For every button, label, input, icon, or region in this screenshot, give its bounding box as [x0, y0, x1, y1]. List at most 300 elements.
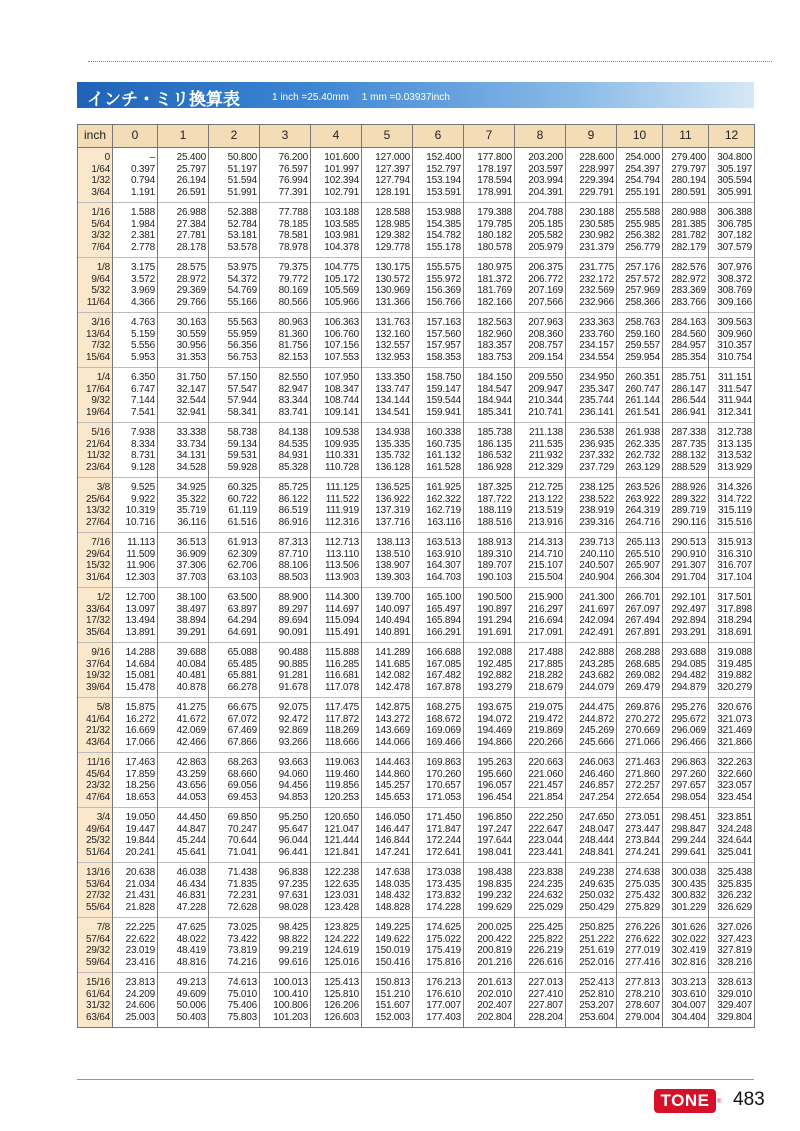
mm-value: 72.231 [227, 890, 257, 901]
mm-value: 191.691 [477, 626, 512, 638]
mm-value: 25.797 [176, 163, 206, 175]
mm-value: 52.388 [227, 207, 257, 218]
table-row-group [78, 533, 755, 588]
mm-value: 60.325 [227, 482, 257, 493]
mm-value-cell [663, 918, 709, 973]
mm-value: 46.831 [176, 890, 206, 901]
mm-value: 223.044 [528, 835, 563, 846]
mm-value: 274.638 [625, 867, 660, 878]
mm-value: 93.266 [278, 736, 308, 748]
mm-value: 68.660 [227, 768, 257, 780]
mm-value: 143.669 [375, 725, 410, 736]
mm-value: 99.219 [278, 945, 308, 956]
mm-value: 34.528 [176, 461, 206, 473]
mm-value: 293.291 [671, 626, 706, 638]
mm-value: 232.172 [579, 273, 614, 285]
mm-value: 5.953 [130, 351, 155, 363]
mm-value: 251.619 [579, 945, 614, 956]
mm-value: 208.360 [528, 328, 563, 340]
header-cell: 5 [362, 125, 413, 148]
mm-value-cell [709, 643, 755, 698]
mm-value-cell [566, 148, 617, 203]
mm-value-cell [617, 588, 663, 643]
inch-fraction: 55/64 [85, 901, 110, 913]
mm-value: 50.403 [176, 1011, 206, 1023]
mm-value: 248.047 [579, 823, 614, 835]
inch-fraction-cell [78, 423, 113, 478]
mm-value-cell [464, 148, 515, 203]
mm-value: 68.263 [227, 757, 257, 768]
mm-value: 194.469 [477, 725, 512, 736]
mm-value-cell [663, 973, 709, 1028]
mm-value: 128.588 [375, 207, 410, 218]
mm-value: 28.178 [176, 241, 206, 253]
mm-value: 166.688 [426, 647, 461, 658]
mm-value: 305.594 [717, 175, 752, 186]
mm-value: 107.553 [324, 351, 359, 363]
mm-value-cell [663, 533, 709, 588]
mm-value: 93.663 [278, 757, 308, 768]
mm-value: 200.819 [477, 945, 512, 956]
mm-value: 217.091 [528, 626, 563, 638]
mm-value: 203.597 [528, 163, 563, 175]
mm-value: 306.785 [717, 218, 752, 230]
mm-value: 115.094 [324, 615, 359, 626]
mm-value: 111.522 [325, 493, 359, 505]
mm-value: 25.003 [125, 1011, 155, 1023]
mm-value-cell [413, 753, 464, 808]
mm-value: 159.941 [426, 406, 461, 418]
mm-value: 149.622 [375, 933, 410, 945]
mm-value-cell [209, 918, 260, 973]
mm-value: 298.054 [671, 791, 706, 803]
mm-value: 19.844 [125, 835, 155, 846]
mm-value: 132.557 [375, 340, 410, 351]
mm-value: 54.769 [227, 285, 257, 296]
mm-value: 306.388 [717, 207, 752, 218]
mm-value: 327.423 [717, 933, 752, 945]
mm-value-cell [413, 368, 464, 423]
mm-value-cell [413, 588, 464, 643]
mm-value: 65.881 [227, 670, 257, 681]
mm-value: 261.541 [625, 406, 660, 418]
mm-value: 177.800 [477, 152, 512, 163]
mm-value-cell [260, 808, 311, 863]
mm-value: 248.444 [579, 835, 614, 846]
table-body [78, 148, 755, 1028]
mm-value: 254.000 [625, 152, 660, 163]
mm-value: 38.100 [176, 592, 206, 603]
mm-value-cell [158, 808, 209, 863]
table-row-group [78, 918, 755, 973]
inch-fraction: 7/8 [96, 922, 110, 933]
mm-value: 292.497 [671, 603, 706, 615]
mm-value: 225.425 [528, 922, 563, 933]
mm-value: 83.741 [278, 406, 308, 418]
mm-value: 209.947 [528, 383, 563, 395]
mm-value: 162.322 [426, 493, 461, 505]
mm-value: 146.447 [375, 823, 410, 835]
mm-value: 50.800 [227, 152, 257, 163]
mm-value: 9.525 [130, 482, 155, 493]
mm-value: 256.779 [625, 241, 660, 253]
mm-value: 186.928 [477, 461, 512, 473]
mm-value: 137.319 [375, 505, 410, 516]
mm-value: 209.550 [528, 372, 563, 383]
mm-value: 300.832 [671, 890, 706, 901]
mm-value: 135.335 [375, 438, 410, 450]
mm-value: 133.747 [375, 383, 410, 395]
mm-value-cell [209, 423, 260, 478]
mm-value: 299.244 [671, 835, 706, 846]
mm-value: 182.563 [477, 317, 512, 328]
mm-value: 44.847 [176, 823, 206, 835]
mm-value: 329.804 [717, 1011, 752, 1023]
mm-value: 110.331 [324, 450, 359, 461]
mm-value: 185.341 [477, 406, 512, 418]
mm-value-cell [362, 808, 413, 863]
mm-value: 163.910 [426, 548, 461, 560]
mm-value: 130.969 [375, 285, 410, 296]
mm-value: 170.260 [426, 768, 461, 780]
mm-value: 287.735 [671, 438, 706, 450]
mm-value: 228.600 [579, 152, 614, 163]
mm-value: 196.850 [477, 812, 512, 823]
mm-value: 211.932 [528, 450, 563, 461]
mm-value: 146.844 [375, 835, 410, 846]
inch-fraction-cell [78, 148, 113, 203]
mm-value-cell [362, 643, 413, 698]
mm-value-cell [413, 313, 464, 368]
mm-value: 163.116 [426, 516, 461, 528]
mm-value: 310.754 [717, 351, 752, 363]
inch-fraction: 5/64 [91, 218, 110, 230]
mm-value: 150.813 [375, 977, 410, 988]
mm-value: 102.394 [324, 175, 359, 186]
mm-value: 90.091 [278, 626, 308, 638]
mm-value: 182.960 [477, 328, 512, 340]
mm-value: 220.266 [528, 736, 563, 748]
mm-value: 173.832 [426, 890, 461, 901]
mm-value: 88.503 [278, 571, 308, 583]
mm-value: 134.938 [375, 427, 410, 438]
mm-value: 299.641 [671, 846, 706, 858]
mm-value: 15.875 [125, 702, 155, 713]
mm-value: 219.472 [528, 713, 563, 725]
mm-value-cell [362, 588, 413, 643]
mm-value: 192.088 [477, 647, 512, 658]
mm-value: 190.500 [477, 592, 512, 603]
inch-fraction: 39/64 [85, 681, 110, 693]
mm-value: 134.144 [375, 395, 410, 406]
mm-value: 37.703 [176, 571, 206, 583]
mm-value: 87.710 [278, 548, 308, 560]
mm-value: 241.697 [579, 603, 614, 615]
inch-fraction: 51/64 [85, 846, 110, 858]
mm-value: 310.357 [717, 340, 752, 351]
mm-value: 173.038 [426, 867, 461, 878]
mm-value: 121.444 [324, 835, 359, 846]
mm-value: 144.066 [375, 736, 410, 748]
mm-value: 205.185 [528, 218, 563, 230]
mm-value: 249.238 [579, 867, 614, 878]
mm-value-cell [515, 588, 566, 643]
mm-value: 314.722 [717, 493, 752, 505]
mm-value: 66.278 [227, 681, 257, 693]
mm-value: 183.357 [477, 340, 512, 351]
mm-value: 251.222 [579, 933, 614, 945]
mm-value: 149.225 [375, 922, 410, 933]
mm-value: 268.685 [625, 658, 660, 670]
inch-to-mm-note: 1 inch =25.40mm [272, 92, 349, 103]
inch-fraction: 1/2 [96, 592, 110, 603]
mm-value-cell [209, 368, 260, 423]
mm-value: 4.763 [130, 317, 155, 328]
mm-value: 106.760 [324, 328, 359, 340]
mm-value: 74.216 [227, 956, 257, 968]
inch-fraction: 3/4 [96, 812, 110, 823]
mm-value: 292.894 [671, 615, 706, 626]
header-cell: 6 [413, 125, 464, 148]
mm-value: 116.285 [324, 658, 359, 670]
inch-fraction: 1/16 [91, 207, 110, 218]
mm-value: 263.922 [625, 493, 660, 505]
mm-value-cell [158, 643, 209, 698]
table-row-group [78, 808, 755, 863]
mm-value: 261.938 [625, 427, 660, 438]
mm-value: 16.669 [125, 725, 155, 736]
mm-value-cell [209, 808, 260, 863]
mm-value-cell [260, 863, 311, 918]
mm-value: 49.609 [176, 988, 206, 1000]
mm-value: 34.131 [176, 450, 206, 461]
mm-value: 302.419 [671, 945, 706, 956]
inch-fraction: 3/16 [91, 317, 110, 328]
mm-value: 156.766 [426, 296, 461, 308]
mm-value: 25.400 [176, 152, 206, 163]
mm-value: 148.035 [375, 878, 410, 890]
inch-fraction: 23/32 [85, 780, 110, 791]
mm-value: 315.119 [717, 505, 752, 516]
inch-fraction: 11/64 [86, 296, 110, 308]
mm-value-cell [515, 313, 566, 368]
mm-to-inch-note: 1 mm =0.03937inch [361, 92, 450, 103]
mm-value: 277.019 [625, 945, 660, 956]
mm-value: 288.926 [671, 482, 706, 493]
mm-value-cell [515, 203, 566, 258]
mm-value: 69.453 [227, 791, 257, 803]
mm-value-cell [413, 478, 464, 533]
mm-value-cell [464, 698, 515, 753]
mm-value-cell [260, 753, 311, 808]
inch-fraction: 9/32 [91, 395, 110, 406]
mm-value: 227.410 [528, 988, 563, 1000]
header-cell: 7 [464, 125, 515, 148]
mm-value-cell [464, 203, 515, 258]
mm-value-cell [260, 698, 311, 753]
mm-value: 75.406 [227, 1000, 257, 1011]
mm-value: 313.532 [717, 450, 752, 461]
mm-value-cell [464, 533, 515, 588]
mm-value: 1.588 [130, 207, 155, 218]
mm-value: 33.338 [176, 427, 206, 438]
table-row-group [78, 258, 755, 313]
mm-value-cell [158, 753, 209, 808]
mm-value: 12.700 [125, 592, 155, 603]
mm-value: 169.466 [426, 736, 461, 748]
mm-value-cell [709, 698, 755, 753]
mm-value: 223.441 [528, 846, 563, 858]
mm-value: 57.150 [227, 372, 257, 383]
mm-value: 282.972 [671, 273, 706, 285]
mm-value: 258.366 [625, 296, 660, 308]
mm-value: 307.976 [717, 262, 752, 273]
mm-value: 156.369 [426, 285, 461, 296]
mm-value: 205.582 [528, 230, 563, 241]
inch-fraction: 21/32 [85, 725, 110, 736]
mm-value: 151.607 [375, 1000, 410, 1011]
mm-value: 148.432 [375, 890, 410, 901]
inch-fraction: 11/16 [86, 757, 110, 768]
mm-value: 217.885 [528, 658, 563, 670]
mm-value: 132.953 [375, 351, 410, 363]
inch-fraction: 15/32 [85, 560, 110, 571]
mm-value-cell [464, 643, 515, 698]
mm-value: 254.397 [625, 163, 660, 175]
mm-value: 178.991 [477, 186, 512, 198]
mm-value: 132.160 [375, 328, 410, 340]
mm-value: 17.066 [125, 736, 155, 748]
mm-value: 181.372 [477, 273, 512, 285]
mm-value: 42.069 [176, 725, 206, 736]
mm-value: 49.213 [176, 977, 206, 988]
mm-value: 249.635 [579, 878, 614, 890]
mm-value: 31.353 [176, 351, 206, 363]
mm-value: 252.810 [579, 988, 614, 1000]
table-row-group [78, 588, 755, 643]
mm-value: 40.481 [176, 670, 206, 681]
mm-value: 117.872 [324, 713, 359, 725]
mm-value: 23.813 [125, 977, 155, 988]
mm-value-cell [158, 423, 209, 478]
mm-value: 157.163 [426, 317, 461, 328]
mm-value-cell [113, 588, 158, 643]
mm-value: 29.369 [176, 285, 206, 296]
mm-value: 128.191 [375, 186, 410, 198]
mm-value: 59.928 [227, 461, 257, 473]
mm-value: 271.860 [625, 768, 660, 780]
mm-value-cell [709, 313, 755, 368]
mm-value: 14.684 [125, 658, 155, 670]
mm-value: 190.897 [477, 603, 512, 615]
mm-value: 250.825 [579, 922, 614, 933]
mm-value: 11.906 [126, 560, 155, 571]
mm-value: 161.528 [426, 461, 461, 473]
mm-value-cell [709, 753, 755, 808]
mm-value: 8.731 [130, 450, 155, 461]
mm-value: 298.847 [671, 823, 706, 835]
mm-value-cell [209, 588, 260, 643]
mm-value: 145.257 [375, 780, 410, 791]
mm-value: 195.263 [477, 757, 512, 768]
mm-value-cell [566, 313, 617, 368]
mm-value: 138.510 [375, 548, 410, 560]
mm-value: 301.626 [671, 922, 706, 933]
mm-value: 250.429 [579, 901, 614, 913]
mm-value: 288.132 [671, 450, 706, 461]
inch-fraction: 23/64 [85, 461, 110, 473]
mm-value-cell [515, 148, 566, 203]
mm-value: 18.256 [125, 780, 155, 791]
mm-value: 13.891 [125, 626, 155, 638]
inch-fraction-cell [78, 368, 113, 423]
mm-value: 246.063 [579, 757, 614, 768]
mm-value: 297.657 [671, 780, 706, 791]
mm-value: 63.500 [227, 592, 257, 603]
mm-value: 142.082 [375, 670, 410, 681]
mm-value: 269.082 [625, 670, 660, 681]
mm-value: 275.432 [625, 890, 660, 901]
inch-fraction: 49/64 [85, 823, 110, 835]
mm-value: 142.875 [375, 702, 410, 713]
mm-value: 80.963 [278, 317, 308, 328]
mm-value: 239.713 [579, 537, 614, 548]
mm-value: 134.541 [375, 406, 410, 418]
mm-value: 176.213 [426, 977, 461, 988]
mm-value: 214.313 [528, 537, 563, 548]
mm-value: 126.206 [324, 1000, 359, 1011]
mm-value: 30.559 [176, 328, 206, 340]
mm-value: 56.753 [227, 351, 257, 363]
mm-value-cell [113, 808, 158, 863]
mm-value: 11.509 [126, 548, 155, 560]
mm-value: 329.010 [717, 988, 752, 1000]
mm-value-cell [260, 588, 311, 643]
mm-value-cell [464, 423, 515, 478]
mm-value: 84.138 [278, 427, 308, 438]
mm-value-cell [158, 313, 209, 368]
mm-value: 289.719 [671, 505, 706, 516]
mm-value: 161.925 [426, 482, 461, 493]
mm-value: 41.672 [176, 713, 206, 725]
mm-value: 257.176 [625, 262, 660, 273]
mm-value: 312.341 [717, 406, 752, 418]
mm-value: 216.297 [528, 603, 563, 615]
mm-value: 204.788 [528, 207, 563, 218]
mm-value-cell [113, 698, 158, 753]
mm-value: 304.800 [717, 152, 752, 163]
inch-fraction: 0 [104, 152, 110, 163]
mm-value: 3.572 [130, 273, 155, 285]
mm-value: 92.472 [278, 713, 308, 725]
mm-value: 219.075 [528, 702, 563, 713]
mm-value-cell [617, 918, 663, 973]
mm-value: 13.097 [125, 603, 155, 615]
mm-value: 71.835 [227, 878, 257, 890]
mm-value: 60.722 [227, 493, 257, 505]
mm-value: 61.516 [227, 516, 257, 528]
mm-value: 100.013 [273, 977, 308, 988]
mm-value: 229.791 [579, 186, 614, 198]
mm-value: 257.969 [625, 285, 660, 296]
mm-value: 79.375 [278, 262, 308, 273]
inch-fraction-cell [78, 863, 113, 918]
mm-value: 305.991 [717, 186, 752, 198]
mm-value: 79.772 [278, 273, 308, 285]
mm-value: 323.057 [717, 780, 752, 791]
mm-value: 207.566 [528, 296, 563, 308]
mm-value: 11.113 [127, 537, 155, 548]
